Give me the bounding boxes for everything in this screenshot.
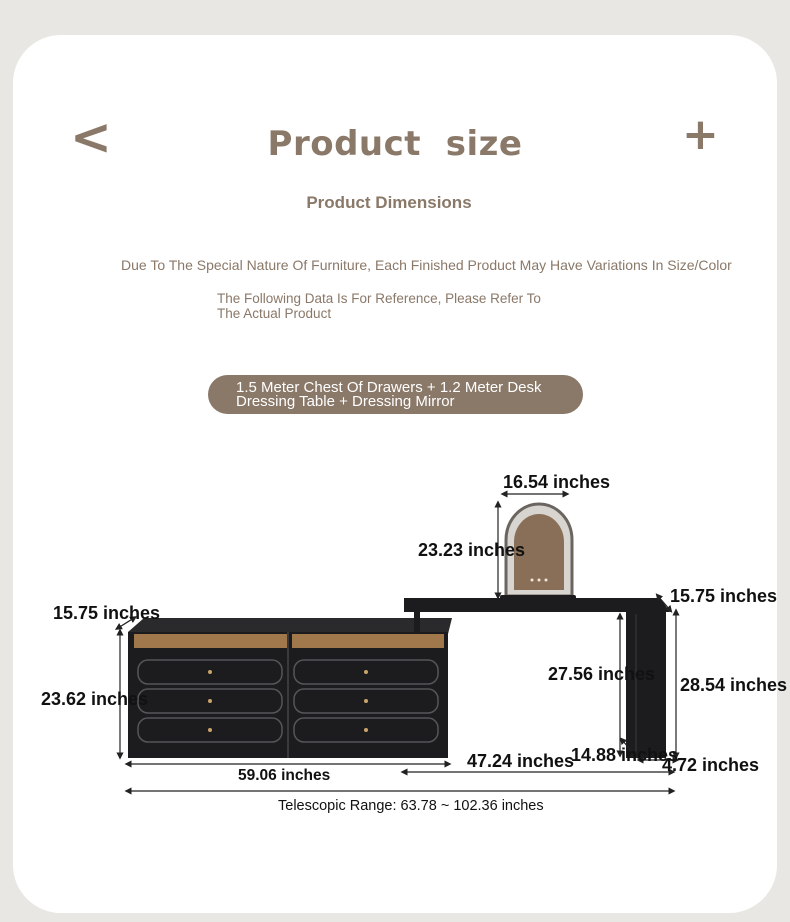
- disclaimer-line-1: Due To The Special Nature Of Furniture, Each Finished Product May Have Variations In Size/Color: [121, 257, 732, 273]
- mirror-width-label: 16.54 inches: [503, 472, 611, 492]
- page-title: Product size: [267, 124, 523, 164]
- desk-width-label: 47.24 inches: [467, 751, 575, 771]
- leg-width-label: 4.72 inches: [662, 755, 760, 775]
- chest-height-label: 23.62 inches: [41, 689, 149, 709]
- chest-width-label: 59.06 inches: [238, 767, 331, 784]
- mirror-height-label: 23.23 inches: [418, 540, 526, 560]
- product-label-text: 1.5 Meter Chest Of Drawers + 1.2 Meter Desk Dressing Table + Dressing Mirror: [236, 379, 542, 410]
- chevron-left-icon[interactable]: <: [70, 108, 112, 166]
- leg-depth-label: 14.88 inches: [571, 745, 679, 765]
- chest-of-drawers: [128, 618, 452, 758]
- plus-icon[interactable]: +: [682, 109, 719, 160]
- telescopic-range-label: Telescopic Range: 63.78 ~ 102.36 inches: [278, 798, 544, 814]
- desk-leg-height-label: 27.56 inches: [548, 664, 656, 684]
- page-subtitle: Product Dimensions: [306, 193, 472, 212]
- desk-depth-label: 15.75 inches: [670, 586, 778, 606]
- chest-depth-label: 15.75 inches: [53, 603, 161, 623]
- desk-height-label: 28.54 inches: [680, 675, 788, 695]
- disclaimer-line-2: The Following Data Is For Reference, Please Refer To The Actual Product: [217, 291, 541, 321]
